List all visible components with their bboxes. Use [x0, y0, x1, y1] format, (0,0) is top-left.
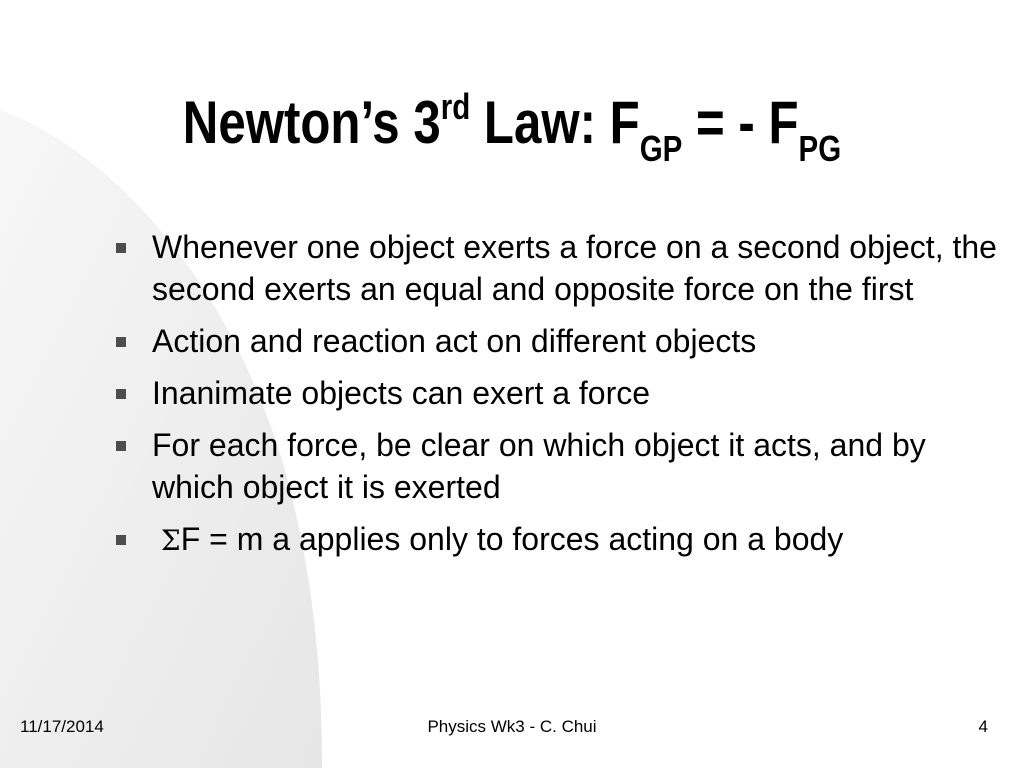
sigma-symbol: Σ	[160, 524, 181, 557]
footer-title: Physics Wk3 - C. Chui	[427, 717, 597, 736]
title-operator: = - F	[682, 89, 799, 156]
square-bullet-icon	[116, 337, 126, 347]
square-bullet-icon	[116, 535, 126, 545]
title-subscript-pg: PG	[798, 128, 842, 169]
bullet-text: F = m a applies only to forces acting on a body	[180, 521, 844, 557]
title-subscript-gp: GP	[639, 128, 683, 169]
title-superscript: rd	[440, 86, 471, 127]
bullet-text: Action and reaction act on different objects	[152, 323, 757, 359]
bullet-item	[112, 226, 1002, 310]
footer-date: 11/17/2014	[20, 717, 104, 736]
slide-title	[92, 78, 932, 168]
square-bullet-icon	[116, 389, 126, 399]
bullet-item	[112, 320, 1002, 362]
bullet-item	[112, 424, 1002, 508]
bullet-text: Whenever one object exerts a force on a second object, the second exerts an equal and opposite force on the first	[152, 229, 997, 307]
bullet-item	[112, 372, 1002, 414]
square-bullet-icon	[116, 441, 126, 451]
bullet-item	[112, 518, 1002, 562]
slide-number: 4	[978, 717, 988, 736]
square-bullet-icon	[116, 243, 126, 253]
bullet-text: Inanimate objects can exert a force	[152, 375, 651, 411]
title-middle: Law: F	[470, 89, 640, 156]
bullet-list	[112, 226, 1002, 572]
bullet-text: For each force, be clear on which object it acts, and by which object it is exerted	[152, 427, 926, 505]
title-prefix: Newton’s 3	[182, 89, 441, 156]
